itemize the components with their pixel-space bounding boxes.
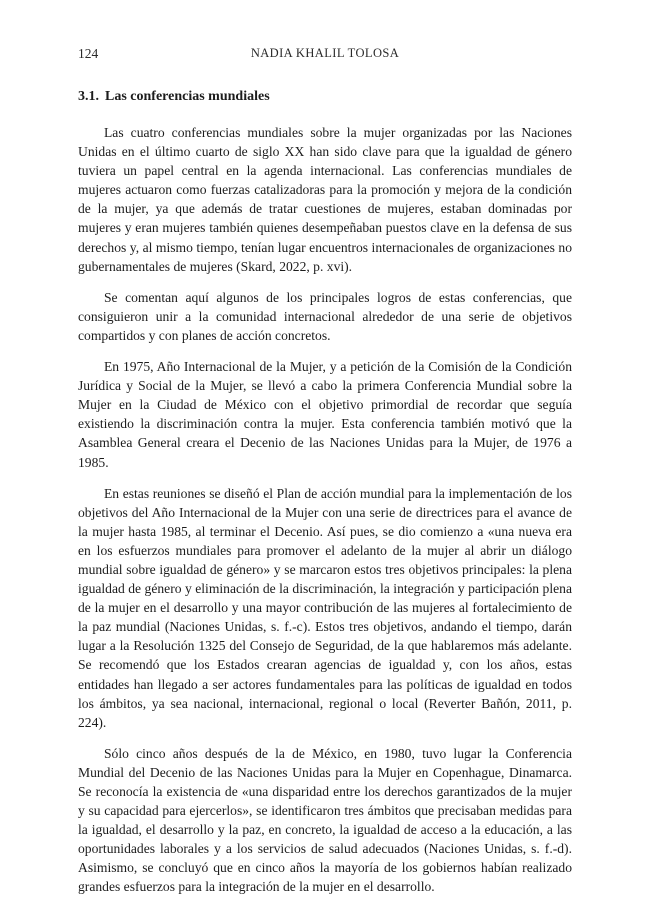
paragraph-1: Las cuatro conferencias mundiales sobre la mujer organizadas por las Naciones Unidas en el último cuarto de siglo XX han sido clave para que la igualdad de género tuviera un papel central en la agenda internacional. Las conferencias mundiales de mujeres actuaron como fuerzas catalizadoras para la promoción y mejora de la condición de la mujer, ya que además de tratar cuestiones de mujeres, estaban dominadas por mujeres y eran mujeres también quienes desempeñaban puestos clave en la defensa de sus derechos y, al mismo tiempo, tenían lugar encuentros internacionales de organizaciones no gubernamentales de mujeres (Skard, 2022, p. xvi).	[78, 125, 572, 274]
paragraph-4: En estas reuniones se diseñó el Plan de acción mundial para la implementación de los objetivos del Año Internacional de la Mujer con una serie de directrices para el avance de la mujer hasta 1985, al terminar el Decenio. Así pues, se dio comienzo a «una nueva era en los esfuerzos mundiales para promover el adelanto de la mujer al abrir un diálogo mundial sobre igualdad de género» y se marcaron estos tres objetivos principales: la plena igualdad de género y eliminación de la discriminación, la integración y participación plena de la mujer en el desarrollo y una mayor contribución de las mujeres al fortalecimiento de la paz mundial (Naciones Unidas, s. f.-c). Estos tres objetivos, andando el tiempo, darán lugar a la Resolución 1325 del Consejo de Seguridad, de la que hablaremos más adelante. Se recomendó que los Estados crearan agencias de igualdad y, con los años, estas entidades han llegado a ser actores fundamentales para las políticas de igualdad en todos los ámbitos, ya sea nacional, internacional, regional o local (Reverter Bañón, 2011, p. 224).	[78, 485, 572, 730]
section-heading	[78, 88, 572, 106]
running-title: NADIA KHALIL TOLOSA	[250, 46, 400, 60]
paragraph-2: Se comentan aquí algunos de los principales logros de estas conferencias, que consiguieron unir a la comunidad internacional alrededor de una serie de objetivos compartidos y con planes de acción concretos.	[78, 289, 572, 343]
paragraph-5: Sólo cinco años después de la de México, en 1980, tuvo lugar la Conferencia Mundial del Decenio de las Naciones Unidas para la Mujer en Copenhague, Dinamarca. Se reconocía la existencia de «una disparidad entre los derechos garantizados de la mujer y su capacidad para ejercerlos», se identificaron tres ámbitos que precisaban medidas para la igualdad, el desarrollo y la paz, en concreto, la igualdad de acceso a la educación, a las oportunidades laborales y a los servicios de salud adecuados (Naciones Unidas, s. f.-d). Asimismo, se concluyó que en cinco años la mayoría de los gobiernos habían realizado grandes esfuerzos para la integración de la mujer en el desarrollo.	[78, 745, 572, 895]
running-header	[78, 46, 572, 64]
section-number: 3.1.	[78, 89, 99, 104]
page-content	[78, 88, 572, 909]
section-title: Las conferencias mundiales	[105, 89, 270, 104]
page-number: 124	[78, 46, 99, 61]
paragraph-3: En 1975, Año Internacional de la Mujer, y a petición de la Comisión de la Condición Jurídica y Social de la Mujer, se llevó a cabo la primera Conferencia Mundial sobre la Mujer en la Ciudad de México con el objetivo primordial de recordar que seguía existiendo la discriminación contra la mujer. Esta conferencia también motivó que la Asamblea General creara el Decenio de las Naciones Unidas para la Mujer, de 1976 a 1985.	[78, 359, 572, 470]
